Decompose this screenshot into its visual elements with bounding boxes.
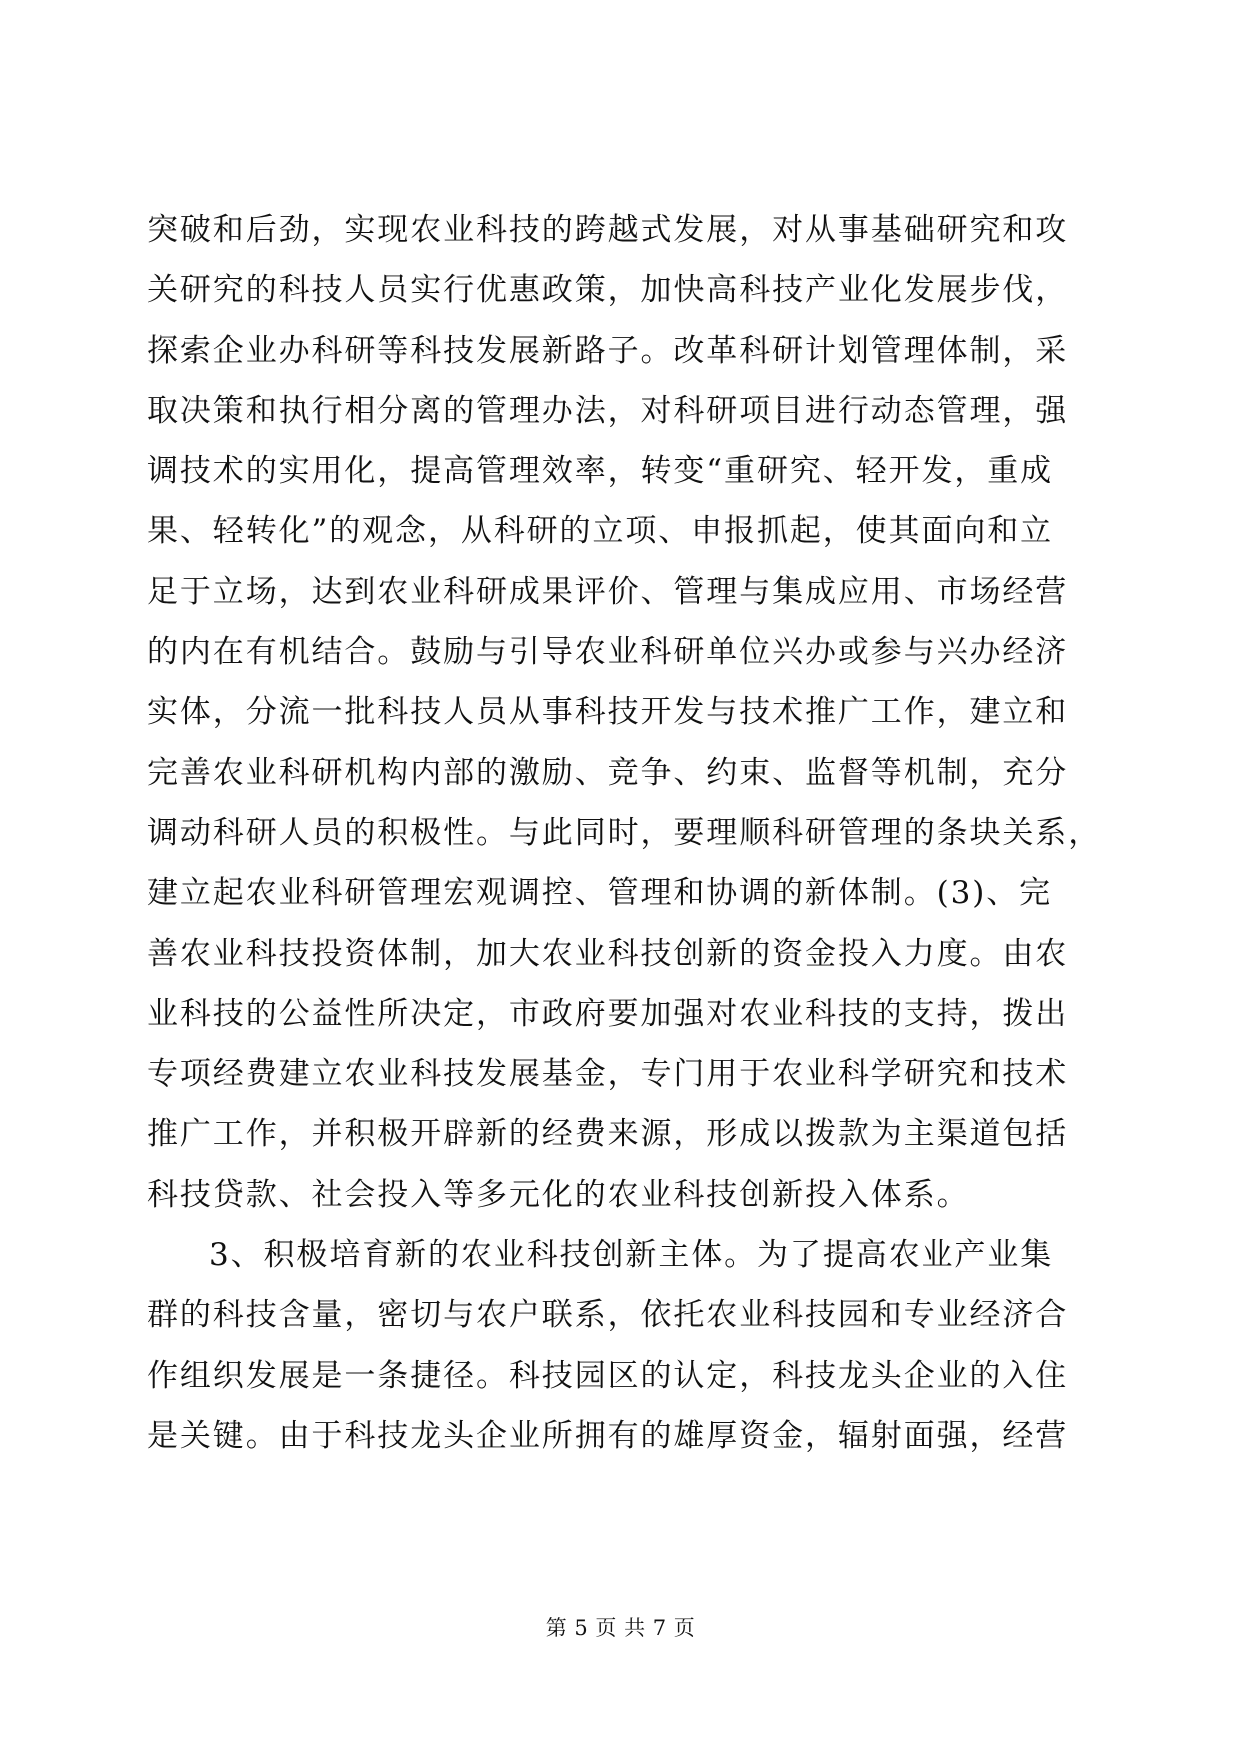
text-line: 的内在有机结合。鼓励与引导农业科研单位兴办或参与兴办经济 [147, 634, 1069, 671]
body-text [147, 200, 1102, 1466]
text-line: 科技贷款、社会投入等多元化的农业科技创新投入体系。 [147, 1176, 970, 1213]
text-line: 探索企业办科研等科技发展新路子。改革科研计划管理体制，采 [147, 332, 1069, 369]
text-line: 果、轻转化”的观念，从科研的立项、申报抓起，使其面向和立 [147, 513, 1054, 550]
text-line: 是关键。由于科技龙头企业所拥有的雄厚资金，辐射面强，经营 [147, 1417, 1069, 1454]
text-line: 关研究的科技人员实行优惠政策，加快高科技产业化发展步伐， [147, 272, 1069, 309]
paragraph-start-line: 3、积极培育新的农业科技创新主体。为了提高农业产业集 [209, 1237, 1054, 1274]
text-line: 调动科研人员的积极性。与此同时，要理顺科研管理的条块关系， [147, 814, 1102, 851]
text-line: 取决策和执行相分离的管理办法，对科研项目进行动态管理，强 [147, 392, 1069, 429]
text-line: 作组织发展是一条捷径。科技园区的认定，科技龙头企业的入住 [147, 1357, 1069, 1394]
page-footer: 第 5 页 共 7 页 [545, 1616, 696, 1640]
text-line: 业科技的公益性所决定，市政府要加强对农业科技的支持，拨出 [147, 995, 1069, 1032]
text-line: 突破和后劲，实现农业科技的跨越式发展，对从事基础研究和攻 [147, 212, 1069, 248]
text-line: 实体，分流一批科技人员从事科技开发与技术推广工作，建立和 [147, 694, 1069, 731]
text-line: 足于立场，达到农业科研成果评价、管理与集成应用、市场经营 [147, 573, 1069, 610]
text-line: 建立起农业科研管理宏观调控、管理和协调的新体制。(3)、完 [147, 875, 1053, 912]
text-line: 完善农业科研机构内部的激励、竞争、约束、监督等机制，充分 [147, 754, 1069, 791]
text-line: 调技术的实用化，提高管理效率，转变“重研究、轻开发，重成 [147, 453, 1054, 490]
text-line: 善农业科技投资体制，加大农业科技创新的资金投入力度。由农 [147, 935, 1069, 972]
text-line: 群的科技含量，密切与农户联系，依托农业科技园和专业经济合 [147, 1297, 1069, 1334]
text-line: 推广工作，并积极开辟新的经费来源，形成以拨款为主渠道包括 [147, 1116, 1069, 1153]
text-line: 专项经费建立农业科技发展基金，专门用于农业科学研究和技术 [147, 1056, 1069, 1093]
